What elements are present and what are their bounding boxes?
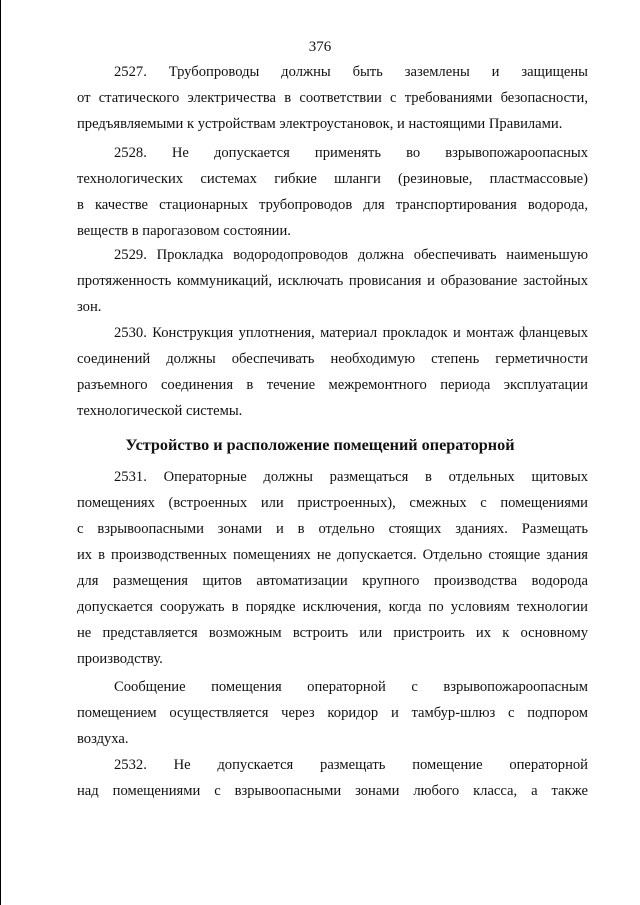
paragraph-2531-line-4: их в производственных помещениях не допускается. Отдельно стоящие здания [77, 547, 588, 563]
paragraph-2528-line-2: технологических системах гибкие шланги (резиновые, пластмассовые) [77, 171, 588, 187]
paragraph-2531-line-2: помещениях (встроенных или пристроенных), смежных с помещениями [77, 495, 588, 511]
paragraph-2531-line-6: допускается сооружать в порядке исключения, когда по условиям технологии [77, 599, 588, 615]
paragraph-2528-line-1: 2528. Не допускается применять во взрывопожароопасных [114, 145, 588, 161]
paragraph-2532-line-1: 2532. Не допускается размещать помещение операторной [114, 757, 588, 773]
paragraph-2527-line-2: от статического электричества в соответствии с требованиями безопасности, [77, 90, 588, 106]
paragraph-2529-line-3: зон. [77, 299, 102, 315]
paragraph-2528-line-4: веществ в парогазовом состоянии. [77, 223, 291, 239]
section-heading: Устройство и расположение помещений операторной [125, 436, 515, 454]
paragraph-2528-line-3: в качестве стационарных трубопроводов для транспортирования водорода, [77, 197, 588, 213]
paragraph-2529-line-2: протяженность коммуникаций, исключать провисания и образование застойных [77, 273, 588, 289]
paragraph-2527-line-3: предъявляемыми к устройствам электроустановок, и настоящими Правилами. [77, 116, 563, 132]
paragraph-2531b-line-3: воздуха. [77, 731, 129, 747]
paragraph-2531-line-1: 2531. Операторные должны размещаться в отдельных щитовых [114, 469, 588, 485]
paragraph-2530-line-2: соединений должны обеспечивать необходимую степень герметичности [77, 351, 588, 367]
paragraph-2531b-line-2: помещением осуществляется через коридор и тамбур-шлюз с подпором [77, 705, 588, 721]
paragraph-2532-line-2: над помещениями с взрывоопасными зонами любого класса, а также [77, 783, 588, 799]
paragraph-2529-line-1: 2529. Прокладка водородопроводов должна обеспечивать наименьшую [114, 247, 588, 263]
paragraph-2527-line-1: 2527. Трубопроводы должны быть заземлены и защищены [114, 64, 588, 80]
paragraph-2530-line-1: 2530. Конструкция уплотнения, материал прокладок и монтаж фланцевых [114, 325, 588, 341]
paragraph-2531b-line-1: Сообщение помещения операторной с взрывопожароопасным [114, 679, 588, 695]
paragraph-2531-line-8: производству. [77, 651, 163, 667]
paragraph-2530-line-3: разъемного соединения в течение межремонтного периода эксплуатации [77, 377, 588, 393]
page-number: 376 [308, 39, 332, 55]
paragraph-2530-line-4: технологической системы. [77, 403, 243, 419]
paragraph-2531-line-7: не представляется возможным встроить или пристроить их к основному [77, 625, 588, 641]
paragraph-2531-line-5: для размещения щитов автоматизации крупного производства водорода [77, 573, 588, 589]
paragraph-2531-line-3: с взрывоопасными зонами и в отдельно стоящих зданиях. Размещать [77, 521, 588, 537]
scan-edge-line [0, 0, 1, 905]
